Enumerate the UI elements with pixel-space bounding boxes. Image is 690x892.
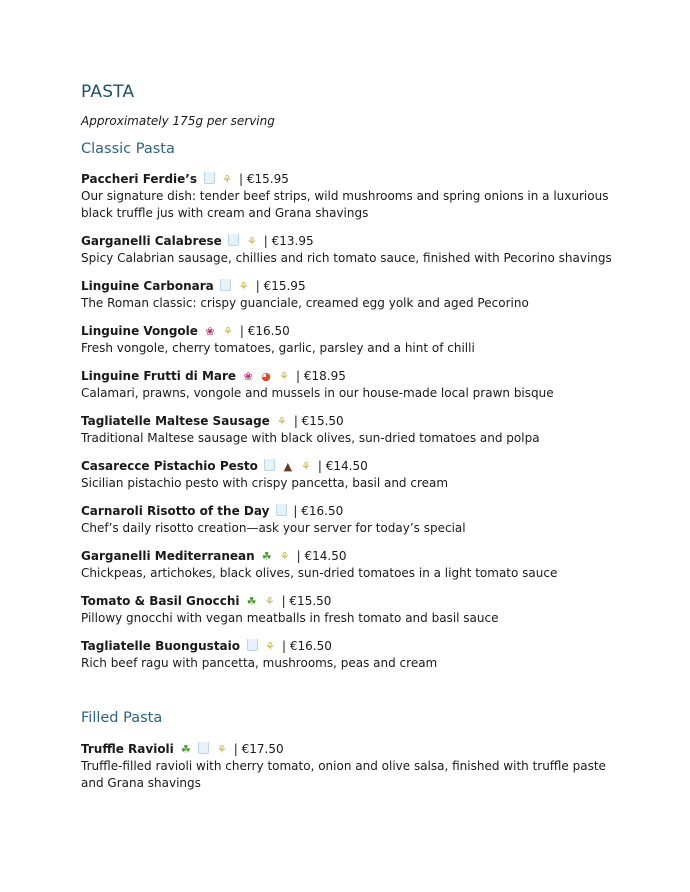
mollusc-icon: ❀ bbox=[243, 370, 253, 383]
menu-item-header bbox=[81, 458, 621, 475]
dish-description: The Roman classic: crispy guanciale, creamed egg yolk and aged Pecorino bbox=[81, 296, 529, 310]
dish-name: Garganelli Mediterranean bbox=[81, 549, 255, 563]
dairy-icon bbox=[201, 172, 217, 188]
allergen-icons bbox=[244, 593, 280, 610]
allergen-icons bbox=[244, 638, 280, 655]
gluten-icon: ⚘ bbox=[279, 370, 289, 383]
menu-item-header bbox=[81, 278, 621, 295]
page-title: PASTA bbox=[81, 82, 135, 102]
dish-price: | €15.50 bbox=[281, 594, 332, 608]
dish-name: Paccheri Ferdie’s bbox=[81, 172, 197, 186]
dish-price: | €15.95 bbox=[239, 172, 289, 186]
dairy-icon bbox=[244, 639, 260, 655]
gluten-icon: ⚘ bbox=[264, 595, 275, 608]
gluten-icon: ⚘ bbox=[216, 743, 227, 756]
section-heading-filled: Filled Pasta bbox=[81, 710, 163, 726]
dish-price: | €17.50 bbox=[233, 742, 284, 756]
dish-name: Linguine Frutti di Mare bbox=[81, 369, 237, 383]
allergen-icons bbox=[202, 323, 238, 340]
gluten-icon: ⚘ bbox=[222, 325, 233, 338]
menu-item-header bbox=[81, 368, 621, 385]
allergen-icons bbox=[218, 278, 254, 295]
dish-description: Sicilian pistachio pesto with crispy pancetta, basil and cream bbox=[81, 476, 449, 490]
menu-item bbox=[81, 638, 621, 672]
menu-item-header bbox=[81, 741, 621, 758]
dairy-icon bbox=[218, 279, 234, 295]
dish-name: Garganelli Calabrese bbox=[81, 234, 222, 248]
dish-price: | €14.50 bbox=[317, 459, 368, 473]
dish-description: Fresh vongole, cherry tomatoes, garlic, parsley and a hint of chilli bbox=[81, 341, 475, 355]
dish-price: | €15.50 bbox=[293, 414, 344, 428]
gluten-icon: ⚘ bbox=[222, 173, 232, 186]
menu-item-header bbox=[81, 593, 621, 610]
dish-name: Casarecce Pistachio Pesto bbox=[81, 459, 258, 473]
menu-item-header bbox=[81, 413, 621, 430]
menu-item bbox=[81, 278, 621, 312]
menu-item bbox=[81, 458, 621, 492]
gluten-icon: ⚘ bbox=[246, 235, 257, 248]
crustacean-icon: ◕ bbox=[261, 370, 271, 383]
dish-description: Rich beef ragu with pancetta, mushrooms, peas and cream bbox=[81, 656, 438, 670]
dish-price: | €15.95 bbox=[255, 279, 306, 293]
dish-description: Our signature dish: tender beef strips, wild mushrooms and spring onions in a luxurious black truffle jus with cream and Grana shavings bbox=[81, 189, 609, 220]
dish-name: Carnaroli Risotto of the Day bbox=[81, 504, 270, 518]
gluten-icon: ⚘ bbox=[276, 415, 287, 428]
mollusc-icon: ❀ bbox=[205, 325, 215, 338]
dish-description: Truffle-filled ravioli with cherry tomato, onion and olive salsa, finished with truffle paste and Grana shavings bbox=[81, 759, 606, 790]
dish-name: Tagliatelle Buongustaio bbox=[81, 639, 241, 653]
gluten-icon: ⚘ bbox=[300, 460, 311, 473]
menu-item bbox=[81, 548, 621, 582]
dish-name: Linguine Vongole bbox=[81, 324, 198, 338]
serving-note: Approximately 175g per serving bbox=[81, 114, 275, 128]
dish-price: | €13.95 bbox=[263, 234, 314, 248]
dairy-icon bbox=[273, 504, 289, 520]
menu-item bbox=[81, 171, 621, 221]
dish-description: Traditional Maltese sausage with black olives, sun-dried tomatoes and polpa bbox=[81, 431, 540, 445]
menu-item bbox=[81, 741, 621, 791]
section-heading-classic: Classic Pasta bbox=[81, 141, 175, 157]
menu-item-header bbox=[81, 233, 621, 250]
vegan-icon: ☘ bbox=[261, 550, 272, 563]
dish-description: Calamari, prawns, vongole and mussels in our house-made local prawn bisque bbox=[81, 386, 554, 400]
gluten-icon: ⚘ bbox=[265, 640, 275, 653]
dish-price: | €16.50 bbox=[282, 639, 332, 653]
dairy-icon bbox=[196, 742, 212, 758]
dish-description: Chickpeas, artichokes, black olives, sun-dried tomatoes in a light tomato sauce bbox=[81, 566, 558, 580]
menu-item bbox=[81, 593, 621, 627]
dish-name: Linguine Carbonara bbox=[81, 279, 214, 293]
allergen-icons bbox=[259, 548, 295, 565]
nut-icon: ▲ bbox=[283, 460, 293, 473]
allergen-icons bbox=[274, 413, 292, 430]
allergen-icons bbox=[262, 458, 316, 475]
dish-description: Spicy Calabrian sausage, chillies and rich tomato sauce, finished with Pecorino shavings bbox=[81, 251, 612, 265]
dish-price: | €16.50 bbox=[239, 324, 290, 338]
menu-item bbox=[81, 323, 621, 357]
allergen-icons bbox=[240, 368, 294, 385]
menu-item-header bbox=[81, 171, 621, 188]
allergen-icons bbox=[178, 741, 232, 758]
allergen-icons bbox=[226, 233, 262, 250]
dish-price: | €18.95 bbox=[296, 369, 346, 383]
menu-item-header bbox=[81, 638, 621, 655]
menu-item-header bbox=[81, 503, 621, 520]
menu-item bbox=[81, 233, 621, 267]
dairy-icon bbox=[262, 459, 278, 475]
dish-price: | €14.50 bbox=[296, 549, 347, 563]
allergen-icons bbox=[201, 171, 237, 188]
dish-description: Chef’s daily risotto creation—ask your server for today’s special bbox=[81, 521, 466, 535]
gluten-icon: ⚘ bbox=[279, 550, 290, 563]
dish-name: Tomato & Basil Gnocchi bbox=[81, 594, 240, 608]
vegan-icon: ☘ bbox=[246, 595, 257, 608]
dairy-icon bbox=[226, 234, 242, 250]
dish-price: | €16.50 bbox=[293, 504, 344, 518]
menu-item-header bbox=[81, 548, 621, 565]
dish-name: Tagliatelle Maltese Sausage bbox=[81, 414, 270, 428]
dish-description: Pillowy gnocchi with vegan meatballs in fresh tomato and basil sauce bbox=[81, 611, 499, 625]
menu-item-header bbox=[81, 323, 621, 340]
vegan-icon: ☘ bbox=[180, 743, 191, 756]
gluten-icon: ⚘ bbox=[238, 280, 249, 293]
menu-item bbox=[81, 368, 621, 402]
allergen-icons bbox=[273, 503, 291, 520]
dish-name: Truffle Ravioli bbox=[81, 742, 174, 756]
menu-item bbox=[81, 413, 621, 447]
menu-item bbox=[81, 503, 621, 537]
